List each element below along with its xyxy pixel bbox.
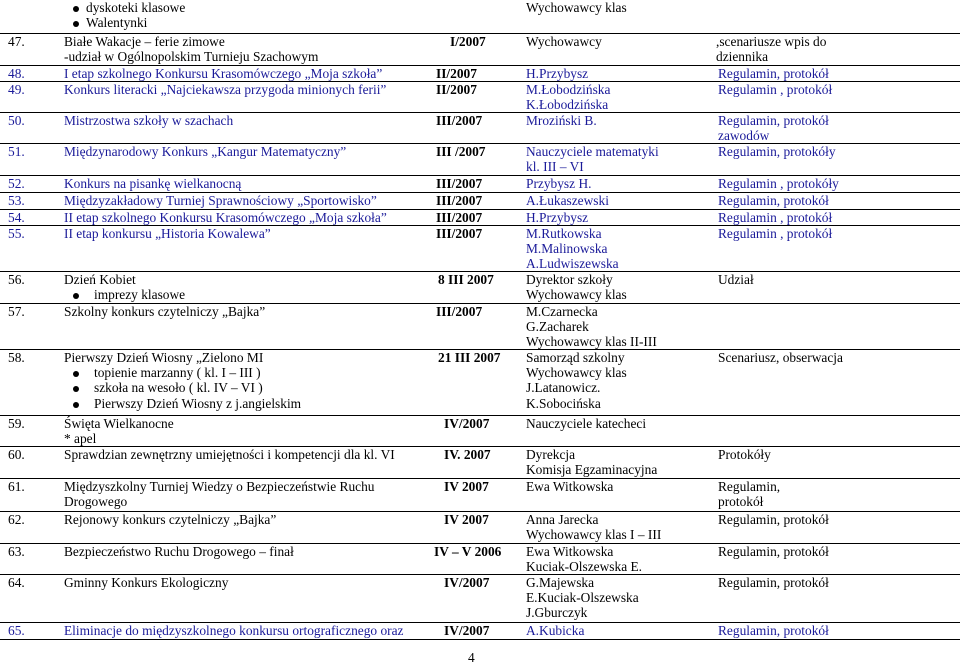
responsible-text: G.Zacharek [526, 319, 589, 335]
bullet-icon [73, 371, 79, 377]
date-text: IV/2007 [444, 623, 490, 638]
date-text: III/2007 [436, 304, 483, 319]
date-text: III/2007 [436, 176, 483, 191]
responsible-text: Wychowawcy klas [526, 365, 627, 381]
result-text: Regulamin, protokół [718, 544, 829, 559]
result-text: Regulamin, protokół [718, 66, 829, 81]
responsible-text: Wychowawcy klas [526, 0, 627, 15]
date-text: IV – V 2006 [434, 544, 502, 559]
result-text: Udział [718, 272, 754, 287]
event-text: szkoła na wesoło ( kl. IV – VI ) [94, 380, 263, 396]
event-text: Szkolny konkurs czytelniczy „Bajka” [64, 304, 266, 319]
date-text: III/2007 [436, 113, 483, 128]
event-text: Konkurs literacki „Najciekawsza przygoda minionych ferii” [64, 82, 387, 97]
result-text: ,scenariusze wpis do [716, 34, 827, 49]
row-number: 50. [8, 113, 25, 128]
responsible-text: M.Czarnecka [526, 304, 598, 319]
row-number: 59. [8, 416, 25, 431]
result-text: Scenariusz, obserwacja [718, 350, 843, 365]
row-number: 48. [8, 66, 25, 81]
event-text: Białe Wakacje – ferie zimowe [64, 34, 225, 49]
responsible-text: M.Łobodzińska [526, 82, 611, 97]
result-text: protokół [718, 494, 764, 510]
row-number: 64. [8, 575, 25, 590]
date-text: IV/2007 [444, 416, 490, 431]
result-text: Regulamin, protokół [718, 113, 829, 128]
date-text: III/2007 [436, 210, 483, 225]
result-text: Regulamin , protokół [718, 226, 833, 241]
row-number: 58. [8, 350, 25, 365]
result-text: Regulamin, protokół [718, 575, 829, 590]
date-text: 8 III 2007 [438, 272, 494, 287]
date-text: I/2007 [450, 34, 486, 49]
date-text: 21 III 2007 [438, 350, 501, 365]
responsible-text: Komisja Egzaminacyjna [526, 462, 658, 478]
event-text: dyskoteki klasowe [86, 0, 186, 15]
event-text: topienie marzanny ( kl. I – III ) [94, 365, 261, 381]
event-text: Pierwszy Dzień Wiosny z j.angielskim [94, 395, 302, 411]
result-text: Regulamin , protokóły [718, 176, 839, 191]
event-text: Międzyzakładowy Turniej Sprawnościowy „Sportowisko” [64, 193, 377, 208]
event-text: -udział w Ogólnopolskim Turnieju Szachowym [64, 49, 319, 65]
responsible-text: Nauczyciele matematyki [526, 144, 659, 159]
date-text: III/2007 [436, 226, 483, 241]
row-number: 53. [8, 193, 25, 208]
row-number: 65. [8, 623, 25, 638]
event-text: Walentynki [86, 15, 148, 31]
bullet-icon [73, 402, 79, 408]
row-number: 60. [8, 447, 25, 462]
responsible-text: Przybysz H. [526, 176, 592, 191]
event-text: Dzień Kobiet [64, 272, 136, 287]
result-text: Regulamin, protokół [718, 623, 829, 638]
row-number: 54. [8, 210, 25, 225]
responsible-text: Kuciak-Olszewska E. [526, 559, 643, 575]
result-text: Regulamin, protokół [718, 193, 829, 208]
row-number: 49. [8, 82, 25, 97]
result-text: Regulamin , protokół [718, 82, 833, 97]
table-bottom-rule [0, 639, 960, 640]
row-number: 47. [8, 34, 25, 49]
date-text: III /2007 [436, 144, 486, 159]
result-text: Regulamin , protokół [718, 210, 833, 225]
row-number: 63. [8, 544, 25, 559]
bullet-icon [73, 293, 79, 299]
bullet-icon [73, 386, 79, 392]
row-number: 61. [8, 479, 25, 494]
responsible-text: G.Majewska [526, 575, 595, 590]
date-text: IV 2007 [444, 512, 489, 527]
responsible-text: Mroziński B. [526, 113, 597, 128]
event-text: Gminny Konkurs Ekologiczny [64, 575, 229, 590]
event-text: I etap szkolnego Konkursu Krasomówczego „Moja szkoła” [64, 66, 383, 81]
responsible-text: Ewa Witkowska [526, 544, 614, 559]
event-text: imprezy klasowe [94, 287, 186, 303]
result-text: Regulamin, [718, 479, 781, 494]
event-text: Mistrzostwa szkoły w szachach [64, 113, 234, 128]
responsible-text: K.Sobocińska [526, 395, 601, 411]
result-text: Regulamin, protokół [718, 512, 829, 527]
responsible-text: Wychowawcy klas II-III [526, 334, 657, 350]
row-number: 55. [8, 226, 25, 241]
row-number: 52. [8, 176, 25, 191]
responsible-text: Anna Jarecka [526, 512, 599, 527]
date-text: IV 2007 [444, 479, 489, 494]
event-text: Drogowego [64, 494, 128, 510]
responsible-text: J.Gburczyk [526, 605, 588, 621]
responsible-text: Dyrektor szkoły [526, 272, 613, 287]
row-number: 56. [8, 272, 25, 287]
date-text: IV. 2007 [444, 447, 491, 462]
event-text: Bezpieczeństwo Ruchu Drogowego – finał [64, 544, 294, 559]
responsible-text: Dyrekcja [526, 447, 576, 462]
responsible-text: E.Kuciak-Olszewska [526, 590, 639, 606]
responsible-text: H.Przybysz [526, 66, 589, 81]
bullet-icon [73, 21, 79, 27]
event-text: Pierwszy Dzień Wiosny „Zielono MI [64, 350, 264, 365]
event-text: Rejonowy konkurs czytelniczy „Bajka” [64, 512, 277, 527]
date-text: IV/2007 [444, 575, 490, 590]
result-text: zawodów [718, 128, 770, 144]
responsible-text: Wychowawcy klas I – III [526, 527, 662, 543]
event-text: Sprawdzian zewnętrzny umiejętności i kompetencji dla kl. VI [64, 447, 395, 462]
result-text: Regulamin, protokóły [718, 144, 836, 159]
row-number: 57. [8, 304, 25, 319]
responsible-text: Samorząd szkolny [526, 350, 625, 365]
responsible-text: M.Rutkowska [526, 226, 602, 241]
result-text: Protokóły [718, 447, 771, 462]
event-text: II etap konkursu „Historia Kowalewa” [64, 226, 271, 241]
date-text: II/2007 [436, 82, 477, 97]
event-text: Eliminacje do międzyszkolnego konkursu ortograficznego oraz [64, 623, 404, 638]
event-text: Święta Wielkanocne [64, 416, 174, 431]
event-text: * apel [64, 431, 97, 447]
responsible-text: A.Kubicka [526, 623, 585, 638]
responsible-text: M.Malinowska [526, 241, 608, 257]
bullet-icon [73, 6, 79, 12]
date-text: III/2007 [436, 193, 483, 208]
responsible-text: A.Łukaszewski [526, 193, 609, 208]
responsible-text: kl. III – VI [526, 159, 584, 175]
event-text: Międzyszkolny Turniej Wiedzy o Bezpieczeństwie Ruchu [64, 479, 375, 494]
responsible-text: A.Ludwiszewska [526, 256, 619, 272]
responsible-text: K.Łobodzińska [526, 97, 609, 113]
responsible-text: H.Przybysz [526, 210, 589, 225]
event-text: Międzynarodowy Konkurs „Kangur Matematyczny” [64, 144, 347, 159]
responsible-text: J.Latanowicz. [526, 380, 601, 396]
responsible-text: Wychowawcy [526, 34, 602, 49]
event-text: Konkurs na pisankę wielkanocną [64, 176, 242, 191]
result-text: dziennika [716, 49, 769, 65]
event-text: II etap szkolnego Konkursu Krasomówczego „Moja szkoła” [64, 210, 387, 225]
row-number: 51. [8, 144, 25, 159]
date-text: II/2007 [436, 66, 477, 81]
responsible-text: Ewa Witkowska [526, 479, 614, 494]
page-number: 4 [468, 650, 475, 665]
responsible-text: Wychowawcy klas [526, 287, 627, 303]
responsible-text: Nauczyciele katecheci [526, 416, 647, 431]
row-number: 62. [8, 512, 25, 527]
